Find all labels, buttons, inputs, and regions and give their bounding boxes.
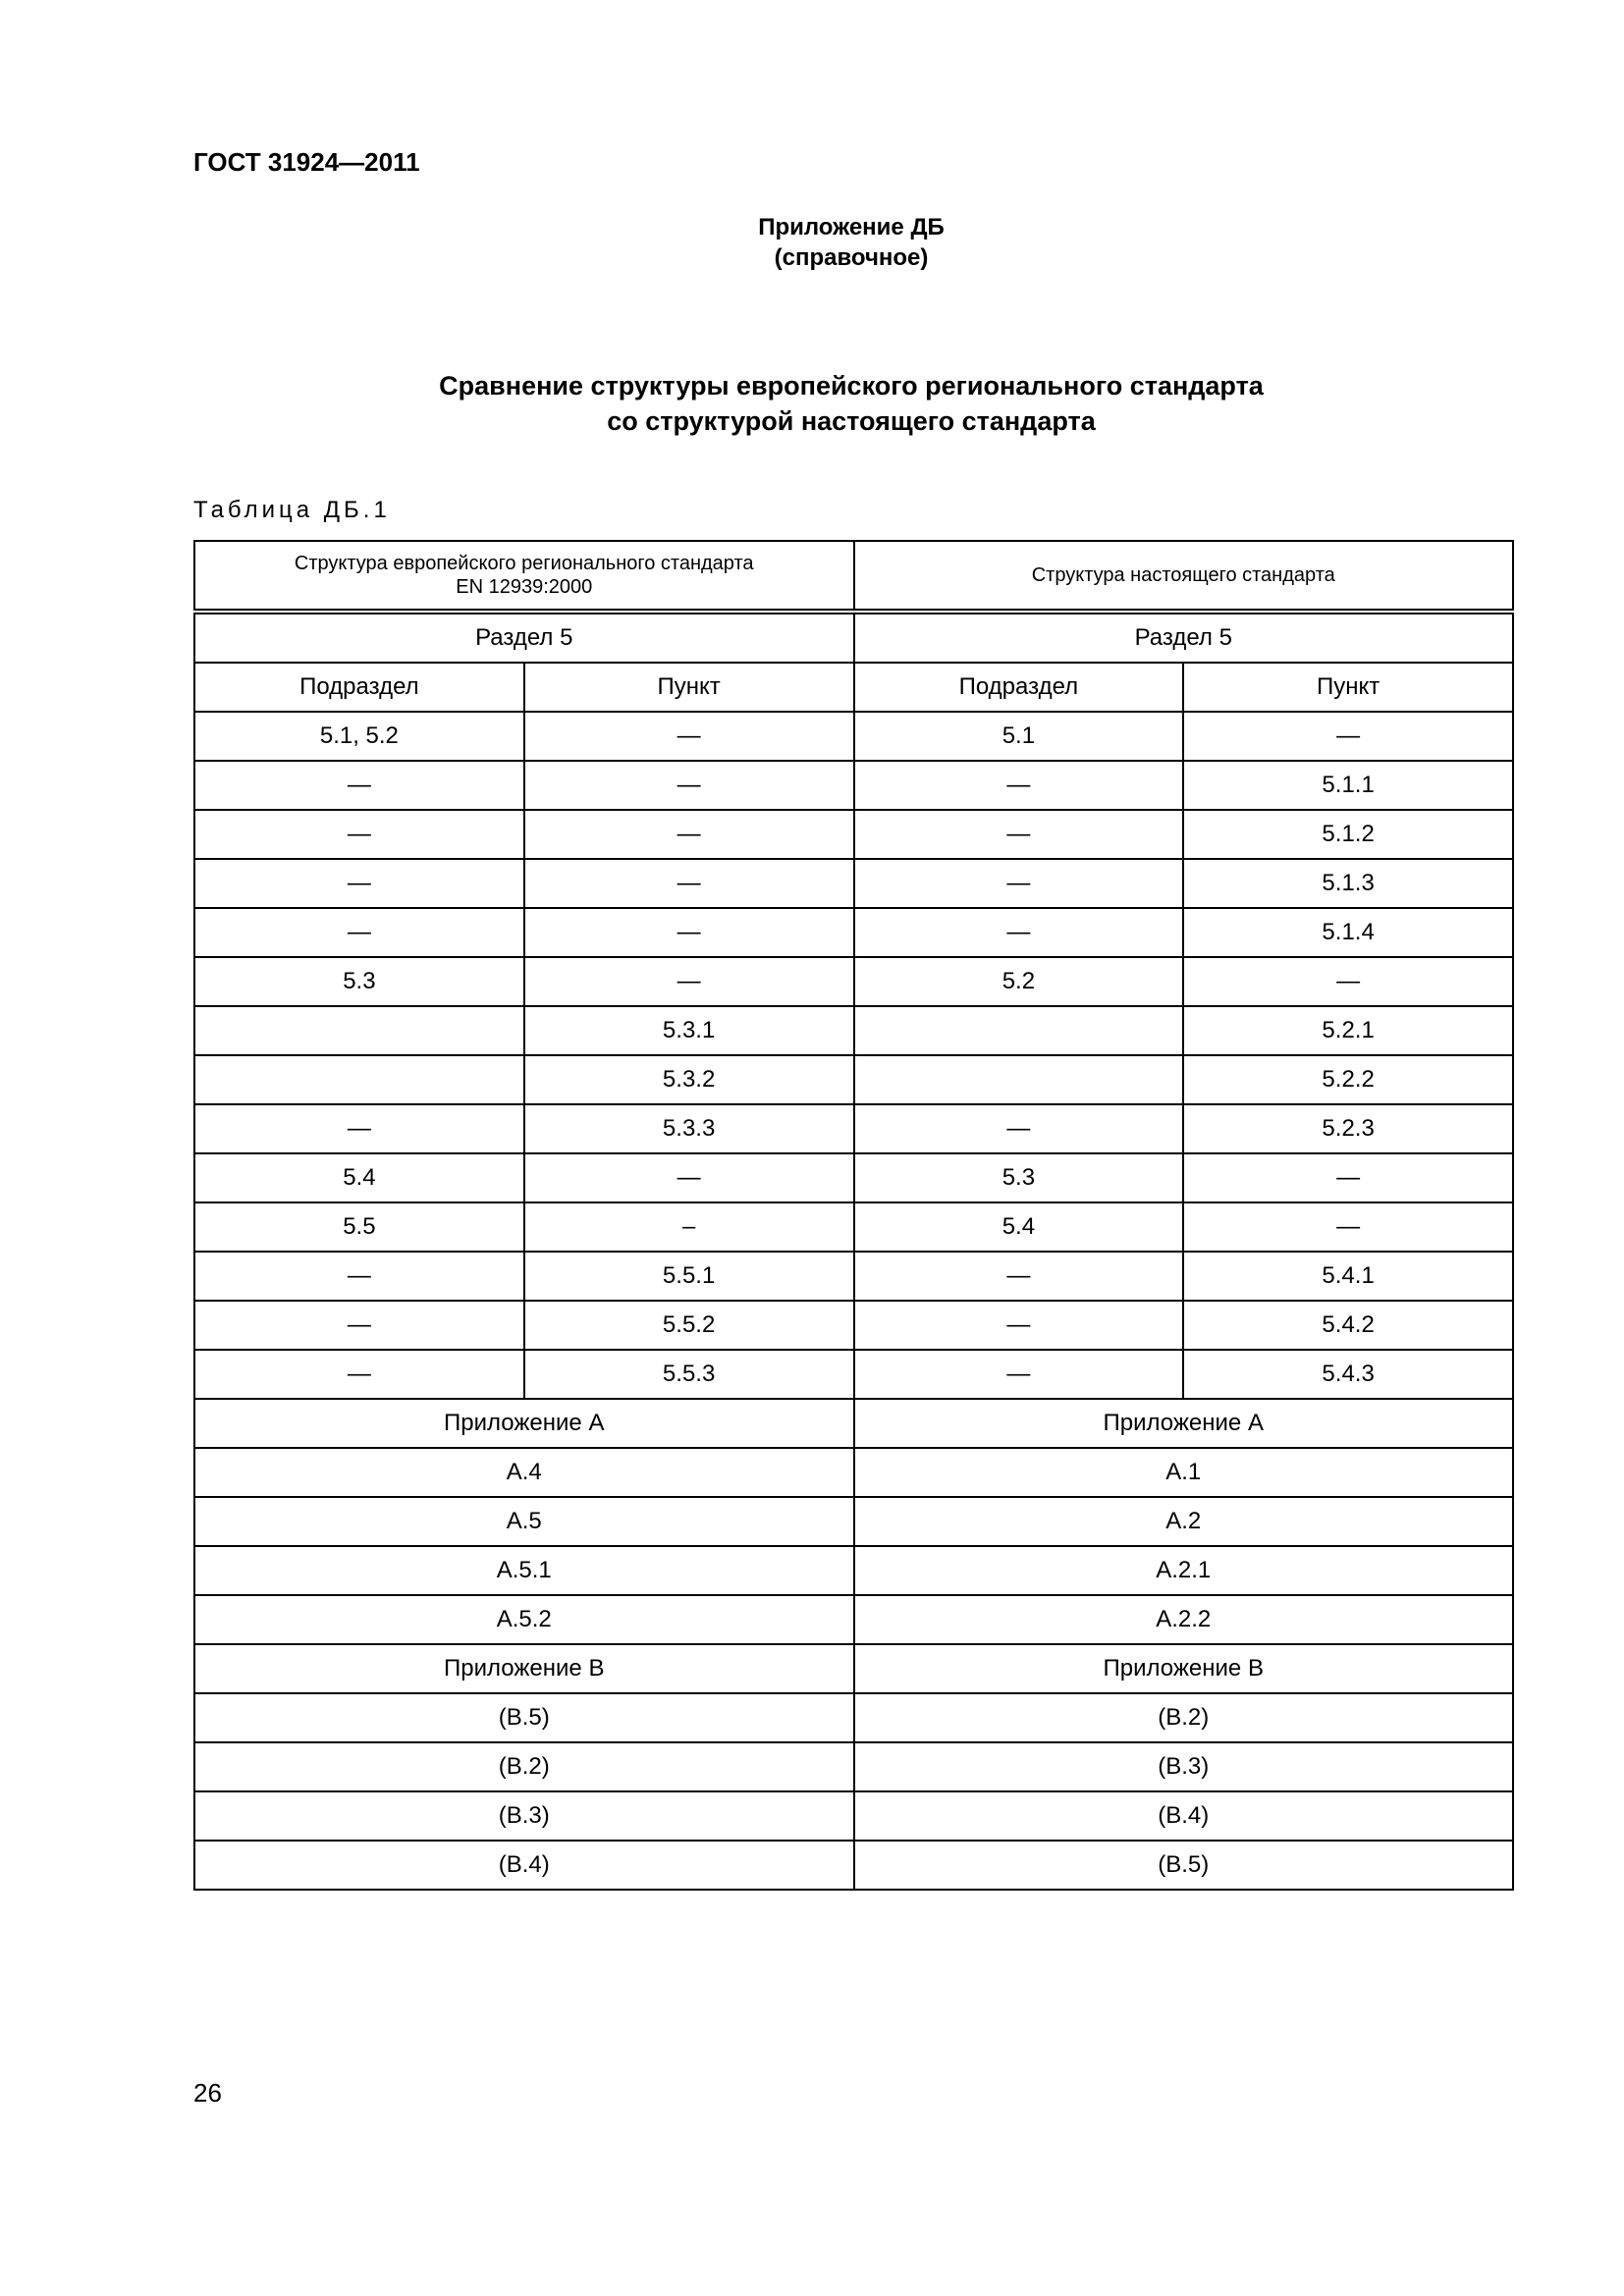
title-line-2: со структурой настоящего стандарта	[607, 406, 1096, 436]
table-cell: —	[854, 1301, 1184, 1350]
comparison-table	[193, 540, 1514, 1891]
table-cell: —	[1183, 1153, 1513, 1202]
table-cell: —	[524, 712, 854, 761]
section-row	[194, 614, 1513, 663]
table-cell: —	[1183, 957, 1513, 1006]
table-cell: (В.4)	[854, 1791, 1514, 1841]
table-row	[194, 712, 1513, 761]
annex-a-left: Приложение А	[194, 1399, 854, 1448]
table-cell: –	[524, 1202, 854, 1252]
table-cell: А.2.1	[854, 1546, 1514, 1595]
annex-name: Приложение ДБ	[758, 214, 945, 240]
annex-a-row	[194, 1399, 1513, 1448]
table-cell: 5.1.2	[1183, 810, 1513, 859]
header-european-standard	[194, 541, 854, 610]
table-cell: 5.2.3	[1183, 1104, 1513, 1153]
table-cell: —	[854, 859, 1184, 908]
table-cell: 5.4	[194, 1153, 524, 1202]
table-row	[194, 1252, 1513, 1301]
table-cell: 5.4.1	[1183, 1252, 1513, 1301]
subheader-cell: Подраздел	[854, 663, 1184, 712]
table-cell: 5.4.2	[1183, 1301, 1513, 1350]
table-row	[194, 1202, 1513, 1252]
table-cell: А.4	[194, 1448, 854, 1497]
table-cell: А.5.2	[194, 1595, 854, 1644]
table-cell: —	[854, 908, 1184, 957]
table-label: Таблица ДБ.1	[193, 497, 391, 523]
table-row	[194, 957, 1513, 1006]
table-row	[194, 1055, 1513, 1104]
table-cell: —	[194, 908, 524, 957]
table-cell: —	[194, 761, 524, 810]
table-cell: —	[524, 859, 854, 908]
table-cell: 5.1	[854, 712, 1184, 761]
annex-b-right: Приложение В	[854, 1644, 1514, 1693]
table-cell: (В.4)	[194, 1841, 854, 1890]
table-cell: (В.5)	[194, 1693, 854, 1742]
table-row	[194, 810, 1513, 859]
table-cell: 5.2	[854, 957, 1184, 1006]
table-cell	[854, 1055, 1184, 1104]
table-cell: —	[524, 810, 854, 859]
header-european-standard-code: EN 12939:2000	[456, 576, 593, 598]
table-cell: (В.2)	[854, 1693, 1514, 1742]
annex-b-item-row	[194, 1791, 1513, 1841]
table-cell: —	[524, 908, 854, 957]
table-cell: —	[524, 957, 854, 1006]
table-cell	[194, 1055, 524, 1104]
table-cell: 5.1.4	[1183, 908, 1513, 957]
annex-status: (справочное)	[774, 244, 929, 271]
table-row	[194, 761, 1513, 810]
table-cell: А.2.2	[854, 1595, 1514, 1644]
section-left: Раздел 5	[194, 614, 854, 663]
title-line-1: Сравнение структуры европейского регионального стандарта	[439, 371, 1264, 400]
table-cell: 5.4.3	[1183, 1350, 1513, 1399]
table-row	[194, 1104, 1513, 1153]
table-cell: (В.5)	[854, 1841, 1514, 1890]
annex-b-row	[194, 1644, 1513, 1693]
table-cell: (В.3)	[854, 1742, 1514, 1791]
table-cell: 5.3.3	[524, 1104, 854, 1153]
subheader-cell: Пункт	[1183, 663, 1513, 712]
subheader-cell: Подраздел	[194, 663, 524, 712]
table-cell: —	[194, 810, 524, 859]
table-cell: 5.2.1	[1183, 1006, 1513, 1055]
table-cell: 5.1.3	[1183, 859, 1513, 908]
table-cell	[854, 1006, 1184, 1055]
table-cell: —	[194, 859, 524, 908]
annex-a-item-row	[194, 1595, 1513, 1644]
table-cell: —	[1183, 712, 1513, 761]
table-cell: 5.5.3	[524, 1350, 854, 1399]
table-cell: 5.4	[854, 1202, 1184, 1252]
annex-a-item-row	[194, 1497, 1513, 1546]
annex-a-item-row	[194, 1448, 1513, 1497]
table-cell	[194, 1006, 524, 1055]
annex-b-item-row	[194, 1693, 1513, 1742]
table-cell: —	[1183, 1202, 1513, 1252]
table-row	[194, 908, 1513, 957]
header-european-standard-label: Структура европейского регионального стандарта	[294, 553, 754, 574]
annex-heading	[0, 212, 1624, 273]
subheader-cell: Пункт	[524, 663, 854, 712]
annex-a-right: Приложение А	[854, 1399, 1514, 1448]
table-cell: —	[194, 1301, 524, 1350]
table-cell: —	[194, 1252, 524, 1301]
page-title	[0, 368, 1624, 439]
table-row	[194, 1301, 1513, 1350]
annex-b-left: Приложение В	[194, 1644, 854, 1693]
table-cell: 5.5.1	[524, 1252, 854, 1301]
table-row	[194, 1153, 1513, 1202]
annex-b-item-row	[194, 1841, 1513, 1890]
table-cell: (В.3)	[194, 1791, 854, 1841]
table-cell: —	[524, 761, 854, 810]
header-this-standard: Структура настоящего стандарта	[854, 541, 1514, 610]
table-cell: 5.1, 5.2	[194, 712, 524, 761]
table-cell: 5.3	[854, 1153, 1184, 1202]
table-cell: 5.3.2	[524, 1055, 854, 1104]
table-cell: 5.2.2	[1183, 1055, 1513, 1104]
table-cell: А.1	[854, 1448, 1514, 1497]
table-cell: —	[854, 761, 1184, 810]
table-cell: 5.3	[194, 957, 524, 1006]
table-cell: 5.3.1	[524, 1006, 854, 1055]
annex-b-item-row	[194, 1742, 1513, 1791]
table-header-row	[194, 541, 1513, 610]
annex-a-item-row	[194, 1546, 1513, 1595]
table-cell: (В.2)	[194, 1742, 854, 1791]
table-row	[194, 859, 1513, 908]
table-cell: А.5.1	[194, 1546, 854, 1595]
table-cell: —	[194, 1104, 524, 1153]
document-code: ГОСТ 31924—2011	[193, 147, 420, 177]
table-cell: А.2	[854, 1497, 1514, 1546]
section-right: Раздел 5	[854, 614, 1514, 663]
table-cell: А.5	[194, 1497, 854, 1546]
table-cell: —	[524, 1153, 854, 1202]
subheader-row	[194, 663, 1513, 712]
table-cell: —	[194, 1350, 524, 1399]
table-cell: —	[854, 810, 1184, 859]
table-cell: 5.5.2	[524, 1301, 854, 1350]
table-cell: 5.1.1	[1183, 761, 1513, 810]
table-row	[194, 1006, 1513, 1055]
table-cell: —	[854, 1252, 1184, 1301]
table-cell: 5.5	[194, 1202, 524, 1252]
page-number: 26	[193, 2078, 222, 2108]
table-row	[194, 1350, 1513, 1399]
table-cell: —	[854, 1350, 1184, 1399]
table-cell: —	[854, 1104, 1184, 1153]
